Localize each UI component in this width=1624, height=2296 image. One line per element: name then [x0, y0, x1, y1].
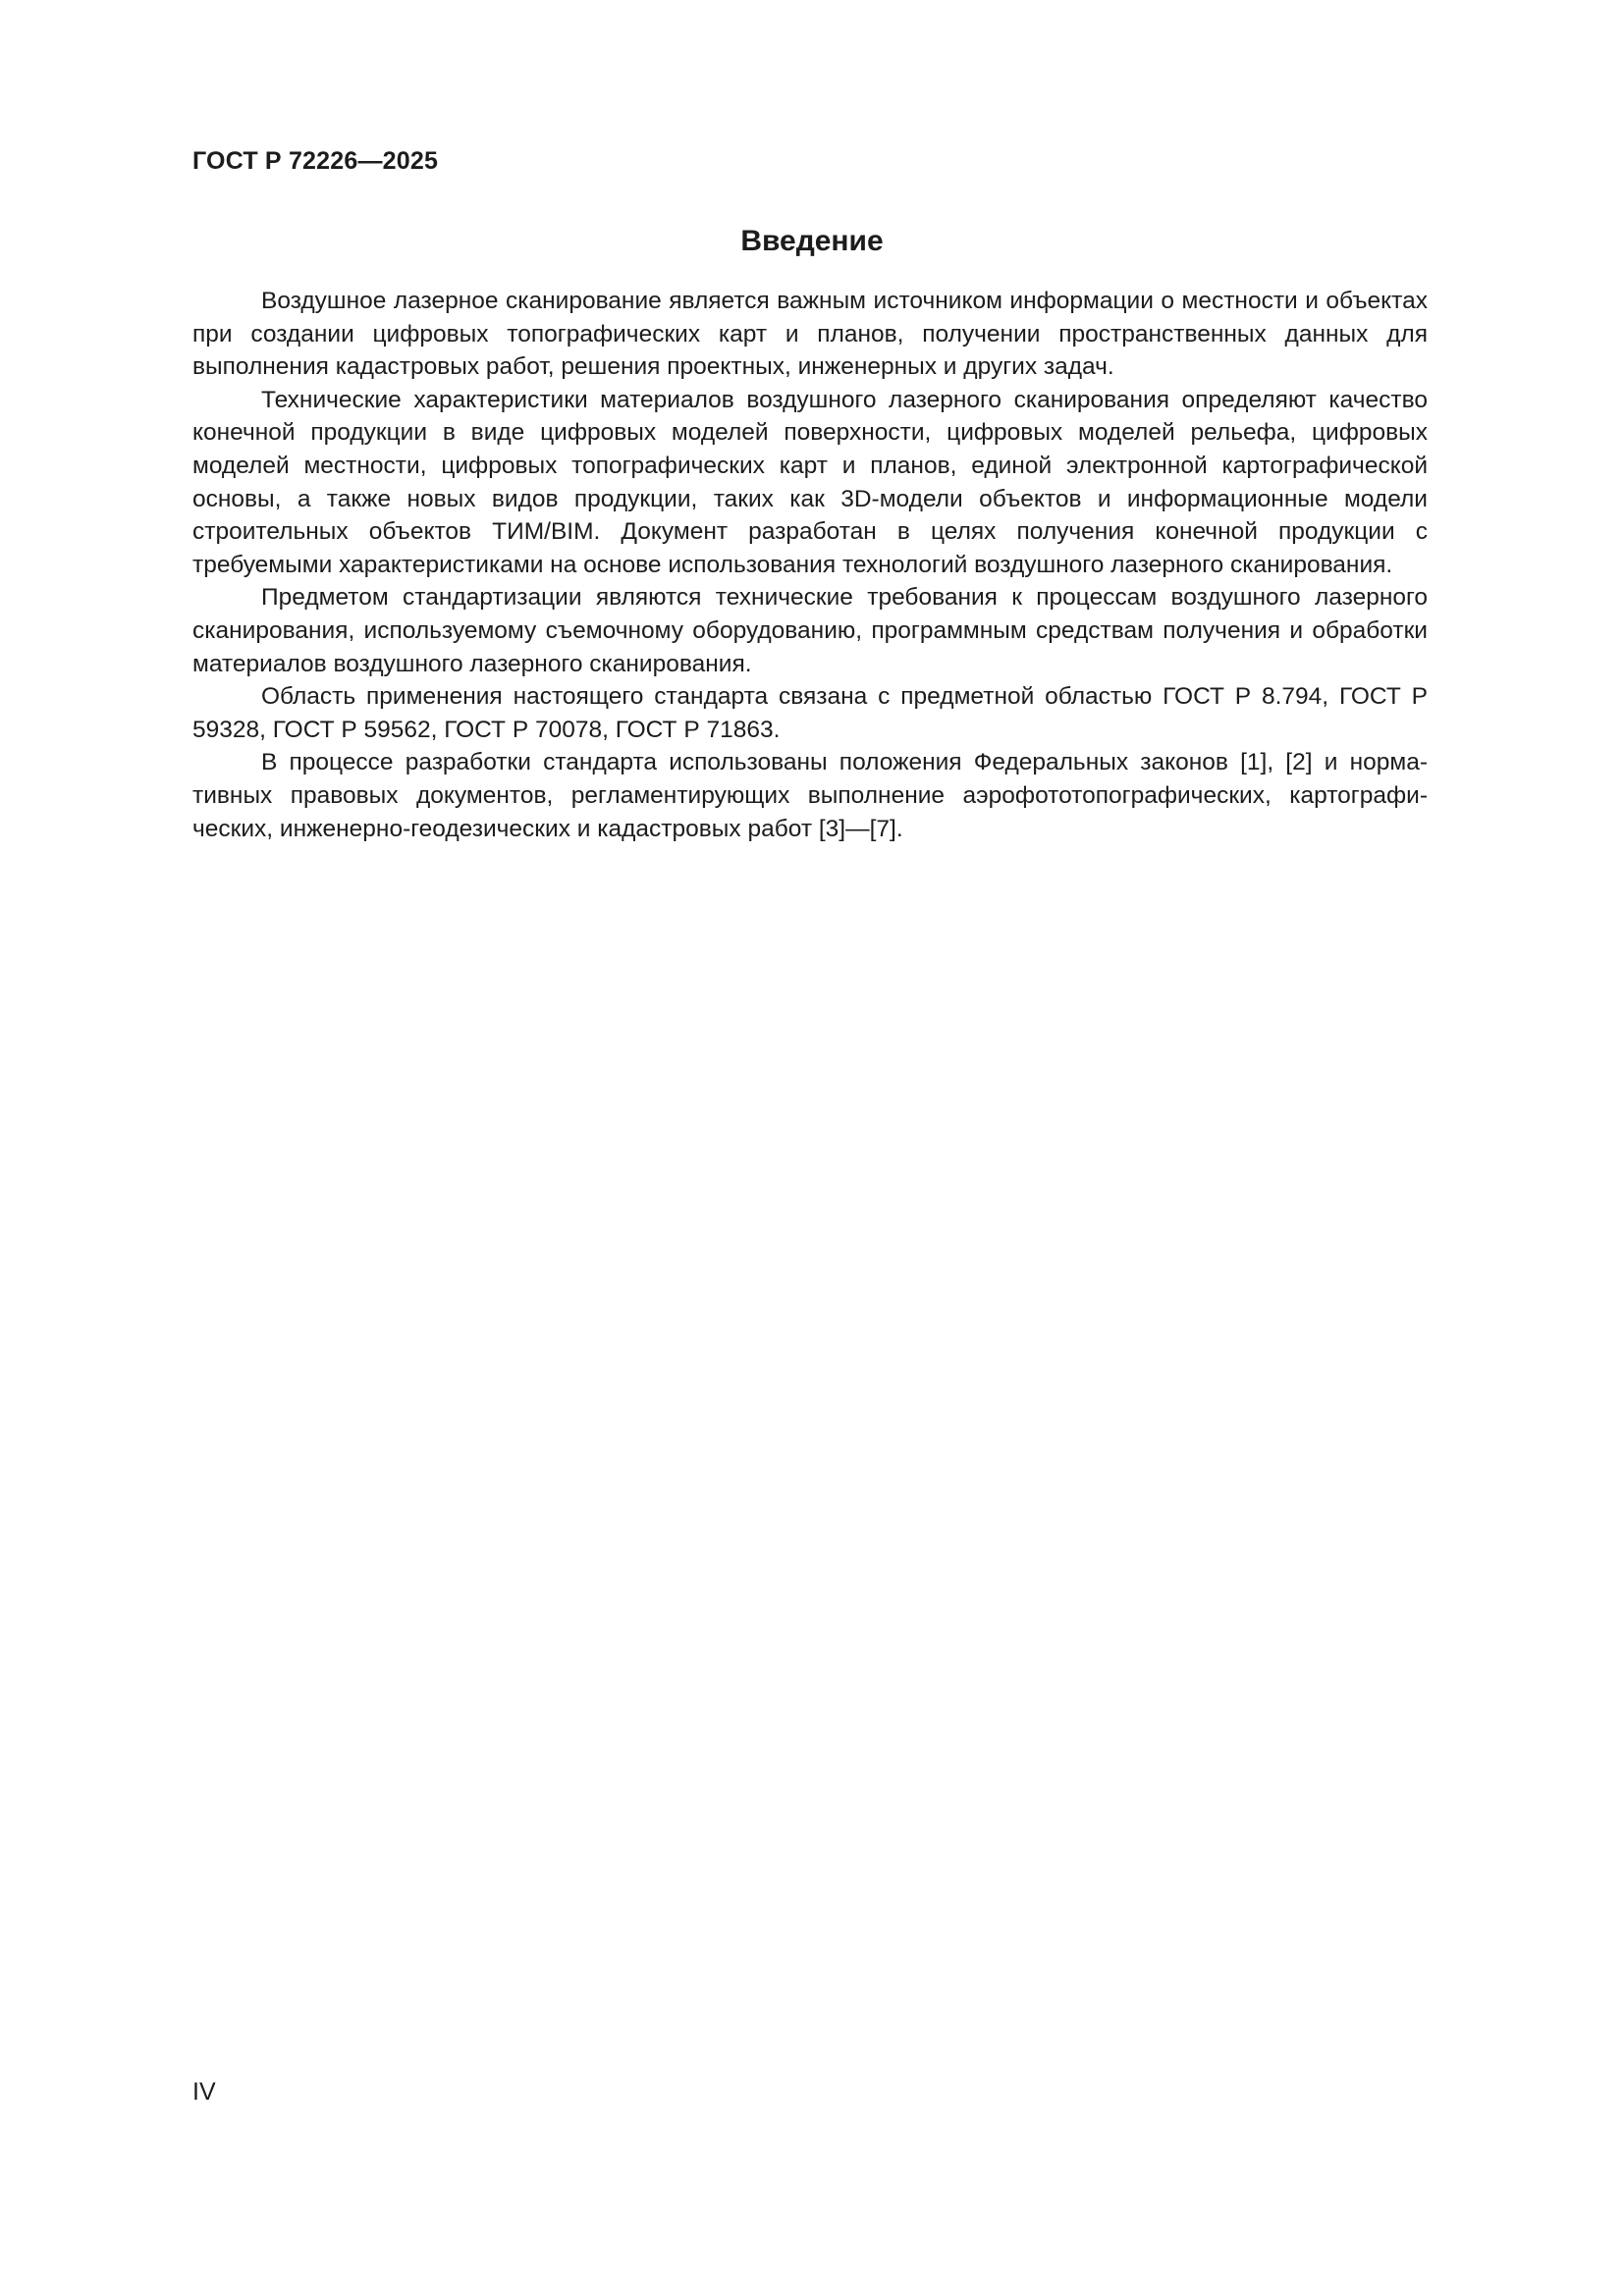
document-code: ГОСТ Р 72226—2025 [192, 147, 439, 175]
page-number: IV [192, 2078, 216, 2106]
paragraph: Область применения настоящего стандарта связана с предметной областью ГОСТ Р 8.794, ГОСТ Р 59328, ГОСТ Р 59562, ГОСТ Р 70078, ГОСТ Р 71863. [192, 683, 1428, 743]
paragraph: Воздушное лазерное сканирование является важным источником информации о местности и объектах при создании цифровых топографических карт и планов, получении пространственных данных для выполнения кадастровых работ, решения проектных, инженерных и других задач. [192, 288, 1428, 381]
paragraph: Предметом стандартизации являются технические требования к процессам воздушного лазерного сканирования, используемому съемочному оборудованию, программным средствам получения и обработки материалов воздушного лазерного сканирования. [192, 584, 1428, 677]
introduction-body [192, 285, 1428, 845]
paragraph: Технические характеристики материалов воздушного лазерного сканирования определяют качество конечной продукции в виде цифровых моделей поверхности, цифровых моделей рельефа, цифровых моделей местности, цифровых топографических карт и планов, единой электронной картографической основы, а также новых видов продукции, таких как 3D-модели объектов и информационные модели строительных объектов ТИМ/BIM. Документ разработан в целях получения конечной продукции с требуемыми характеристиками на основе использования технологий воздушного лазерного сканирования. [192, 386, 1428, 578]
paragraph: В процессе разработки стандарта использованы положения Федеральных законов [1], [2] и нормативных правовых документов, регламентирующих выполнение аэрофототопографических, картографических, инженерно-геодезических и кадастровых работ [3]—[7]. [192, 749, 1428, 842]
section-title: Введение [740, 225, 884, 257]
